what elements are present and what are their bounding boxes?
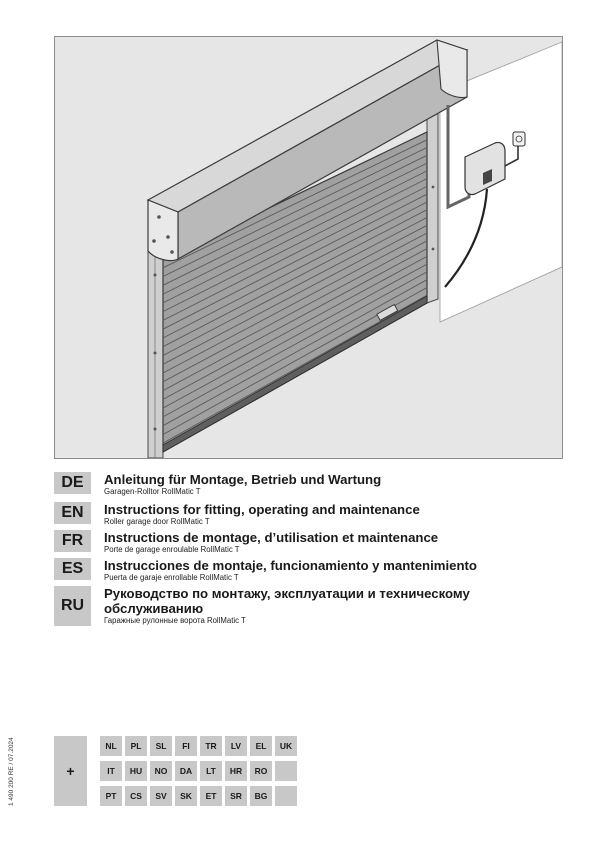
language-cell-cs: CS xyxy=(125,786,147,806)
language-cell-sv: SV xyxy=(150,786,172,806)
document-number: 1 490 200 RE / 07.2024 xyxy=(8,737,15,806)
language-cell-uk: UK xyxy=(275,736,297,756)
power-socket xyxy=(513,132,525,146)
language-cell-it: IT xyxy=(100,761,122,781)
language-cell-tr: TR xyxy=(200,736,222,756)
language-code: FR xyxy=(54,530,91,552)
language-cell-sl: SL xyxy=(150,736,172,756)
language-cell-lv: LV xyxy=(225,736,247,756)
section-subtitle: Гаражные рулонные ворота RollMatic T xyxy=(104,616,246,625)
left-guide-rail xyxy=(148,237,163,458)
roller-door-drawing xyxy=(55,37,562,458)
language-cell-sk: SK xyxy=(175,786,197,806)
section-title: Руководство по монтажу, эксплуатации и техническому обслуживанию xyxy=(104,586,470,616)
language-cell-empty xyxy=(275,786,297,806)
right-guide-rail xyxy=(427,113,438,303)
section-title: Instructions de montage, d’utilisation et maintenance xyxy=(104,530,439,545)
section-title: Anleitung für Montage, Betrieb und Wartung xyxy=(104,472,382,487)
more-languages-plus: + xyxy=(54,736,87,806)
language-cell-empty xyxy=(275,761,297,781)
language-cell-et: ET xyxy=(200,786,222,806)
language-cell-el: EL xyxy=(250,736,272,756)
language-code: DE xyxy=(54,472,91,494)
section-subtitle: Porte de garage enroulable RollMatic T xyxy=(104,545,240,554)
language-cell-da: DA xyxy=(175,761,197,781)
language-cell-sr: SR xyxy=(225,786,247,806)
section-subtitle: Puerta de garaje enrollable RollMatic T xyxy=(104,573,239,582)
language-cell-ro: RO xyxy=(250,761,272,781)
language-cell-bg: BG xyxy=(250,786,272,806)
language-cell-no: NO xyxy=(150,761,172,781)
language-cell-hr: HR xyxy=(225,761,247,781)
language-code: EN xyxy=(54,502,91,524)
language-code: RU xyxy=(54,586,91,626)
language-cell-pt: PT xyxy=(100,786,122,806)
section-title: Instrucciones de montaje, funcionamiento y mantenimiento xyxy=(104,558,477,573)
language-cell-hu: HU xyxy=(125,761,147,781)
language-code: ES xyxy=(54,558,91,580)
language-cell-lt: LT xyxy=(200,761,222,781)
language-cell-pl: PL xyxy=(125,736,147,756)
product-illustration xyxy=(54,36,563,459)
section-subtitle: Roller garage door RollMatic T xyxy=(104,517,210,526)
other-languages-grid xyxy=(100,736,297,806)
section-subtitle: Garagen-Rolltor RollMatic T xyxy=(104,487,201,496)
language-cell-nl: NL xyxy=(100,736,122,756)
section-title: Instructions for fitting, operating and maintenance xyxy=(104,502,420,517)
language-cell-fi: FI xyxy=(175,736,197,756)
